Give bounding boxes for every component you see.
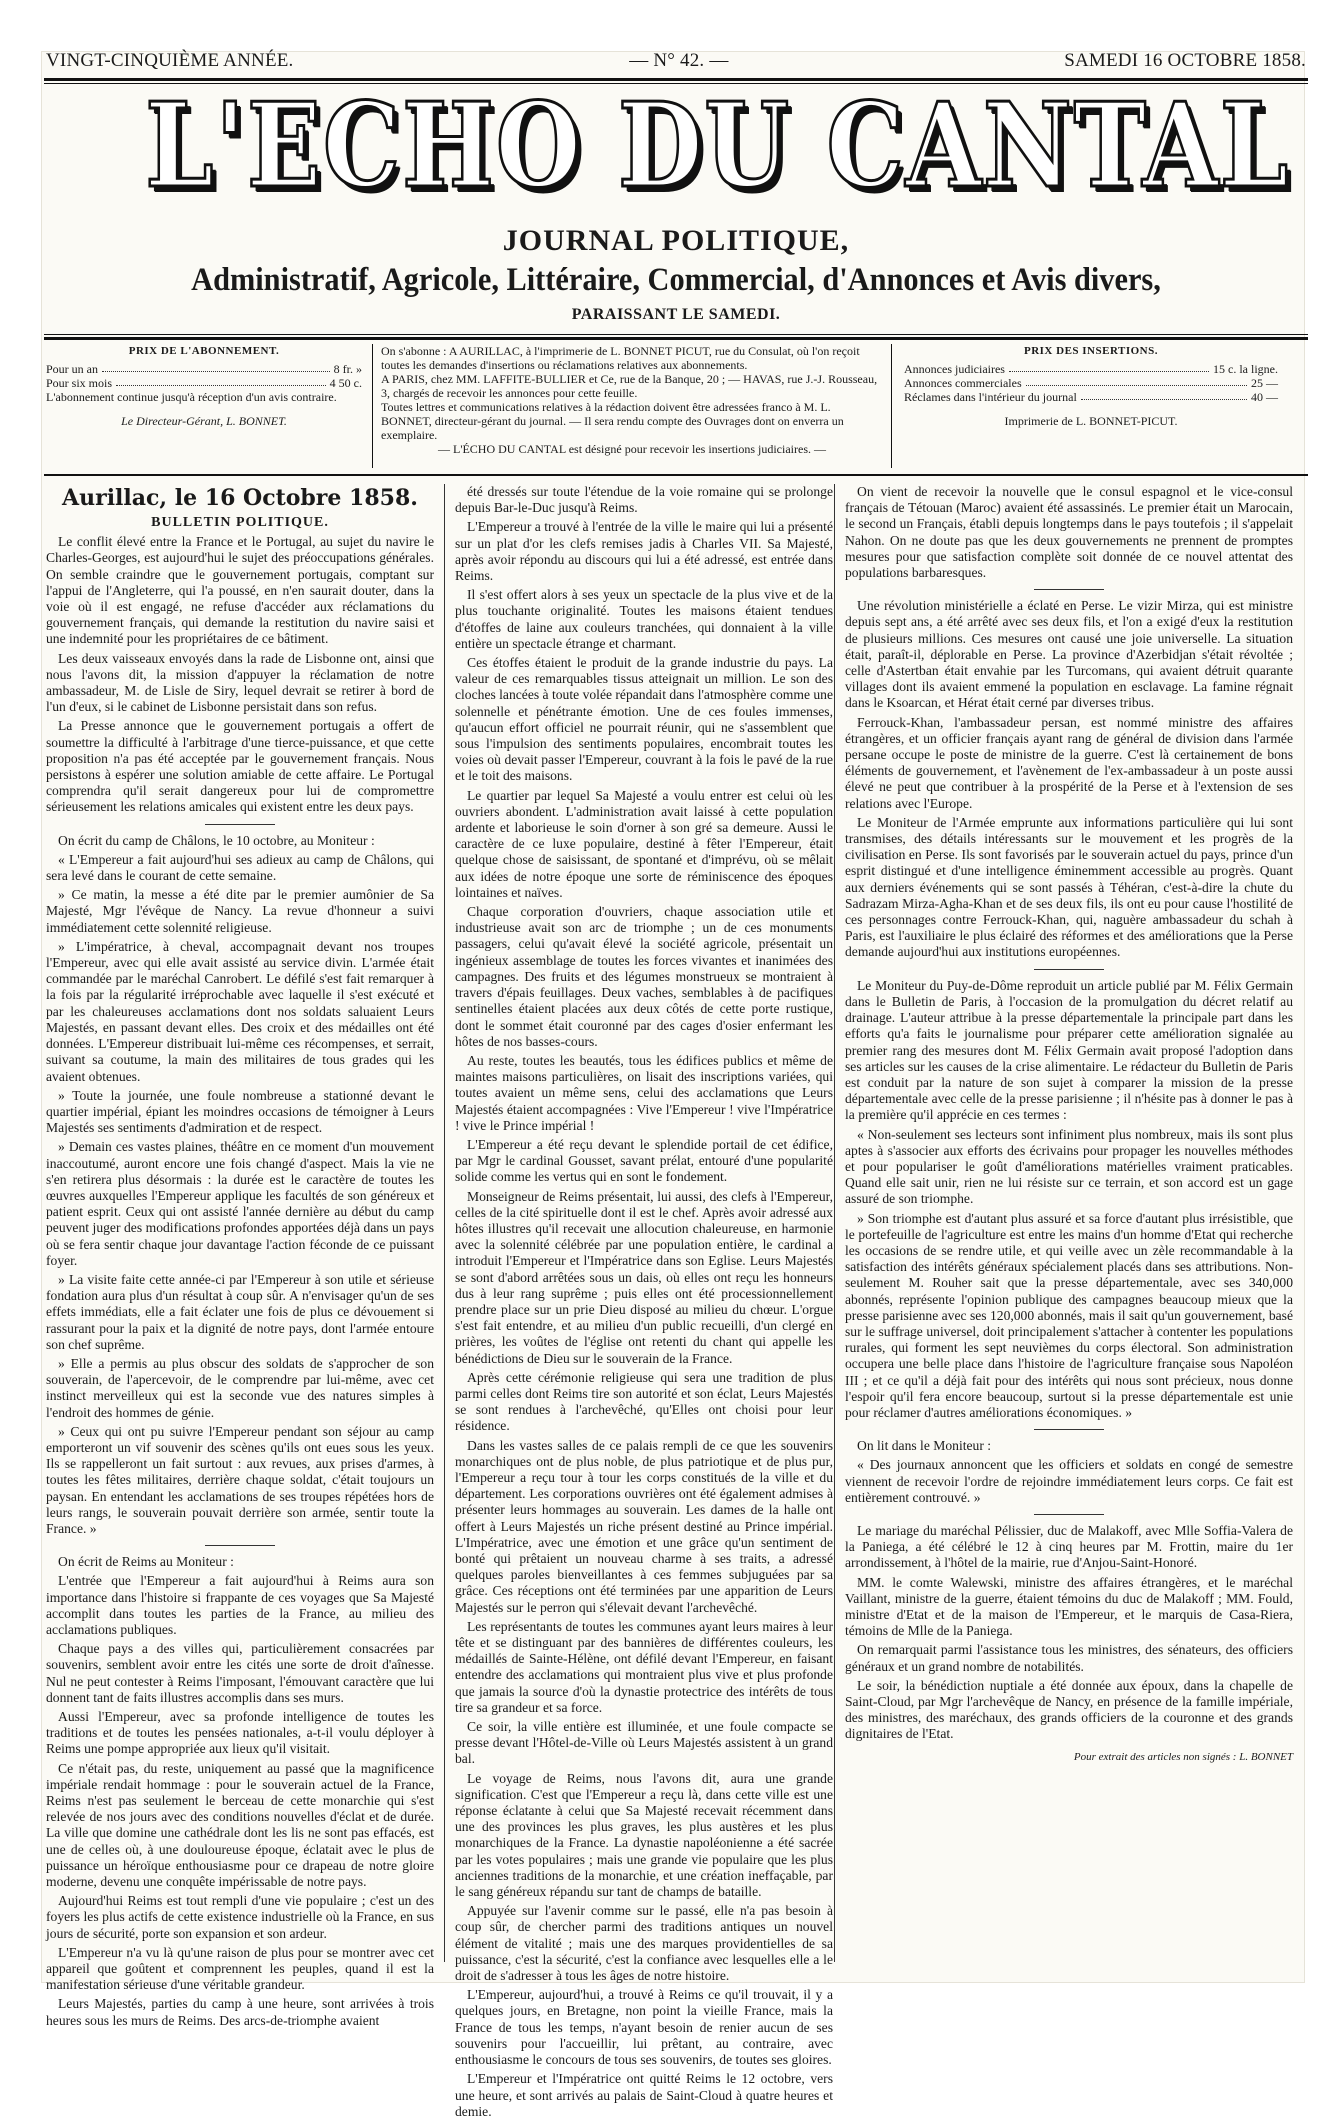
article-paragraph: L'entrée que l'Empereur a fait aujourd'hui à Reims aura son importance dans l'histoire si frappante de ces voyages que Sa Majesté accomplit dans toutes les parties de la France, au milieu des acclamations publiques. <box>46 1573 434 1637</box>
leader-dots <box>1026 376 1247 386</box>
price-value: 40 — <box>1251 390 1278 404</box>
article-separator <box>1034 969 1104 970</box>
address-line: Toutes lettres et communications relatives à la rédaction doivent être adressées franco à M. L. BONNET, directeur-gérant du journal. — Il sera rendu compte des Ouvrages dont on enverra un exemplaire. <box>381 400 844 442</box>
article-paragraph: Aujourd'hui Reims est tout rempli d'une vie populaire ; c'est un des foyers les plus actifs de cette existence industrielle où la France, en sus jours de sécurité, porte son expansion et son ardeur. <box>46 1893 434 1941</box>
leader-dots <box>1081 390 1247 400</box>
article-paragraph: Ferrouck-Khan, l'ambassadeur persan, est nommé ministre des affaires étrangères, et un officier français ayant rang de général de division dans l'armée persane occupe le poste de ministre de la guerre. C'est là certainement de bons éléments de gouvernement, et l'avènement de l'ex-ambassadeur à un poste aussi élevé ne peut que contribuer à la prospérité de la Perse et à l'extension de ses relations avec l'Europe. <box>845 714 1293 811</box>
column-1-body <box>46 534 434 2029</box>
article-paragraph: Le voyage de Reims, nous l'avons dit, aura une grande signification. C'est que l'Empereur a reçu là, dans cette ville est une réponse éclatante à celui que Sa Majesté recevait récemment dans une des provinces les plus graves, les plus austères et les plus monarchiques de la France. La dynastie napoléonienne a été sacrée par les votes populaires ; mais une grande vie populaire que les plus anciennes traditions de la monarchie, et une création ineffaçable, par le sang généreux répandu sur tant de champs de bataille. <box>455 1770 833 1900</box>
article-paragraph: Les deux vaisseaux envoyés dans la rade de Lisbonne ont, ainsi que nous l'avons dit, la mission d'appuyer la réclamation de notre ambassadeur, M. de Lisle de Siry, lequel devrait se retirer à bord de l'un d'eux, si le cabinet de Lisbonne persistait dans son refus. <box>46 650 434 715</box>
article-paragraph: Ces étoffes étaient le produit de la grande industrie du pays. La valeur de ces remarquables tissus atteignait un million. Le son des cloches lancées à toute volée répandait dans l'atmosphère comme une solennelle et pénétrante émotion. Une de ces foules immenses, qu'aucun effort officiel ne pourrait réunir, qui ne s'assemblent que sous l'impulsion des sentiments populaires, encombrait toutes les voies où devait passer l'Empereur, couvrant à la fois le pavé de la rue et le toit des maisons. <box>455 655 834 784</box>
article-paragraph: « L'Empereur a fait aujourd'hui ses adieux au camp de Châlons, qui sera levé dans le courant de cette semaine. <box>46 851 434 884</box>
column-2 <box>444 484 834 2119</box>
article-paragraph: Les représentants de toutes les communes ayant leurs maires à leur tête et se distinguant par des bannières de différentes couleurs, les médaillés de Sainte-Hélène, ont défilé devant l'Empereur, en faisant entendre des acclamations qui montraient plus vive et plus profonde que jamais la source d'où la dynastie protectrice des intérêts de tous tire sa grandeur et sa force. <box>455 1618 833 1715</box>
article-paragraph: MM. le comte Walewski, ministre des affaires étrangères, et le maréchal Vaillant, ministre de la guerre, étaient témoins du duc de Malakoff ; MM. Fould, ministre d'Etat et de la maison de l'Empereur, et le marquis de Casa-Riera, témoins de Mlle de la Paniega. <box>845 1574 1293 1639</box>
price-row <box>904 390 1278 404</box>
article-paragraph: » L'impératrice, à cheval, accompagnait devant nos troupes l'Empereur, avec qui elle avait assisté au service divin. L'armée était commandée par le maréchal Canrobert. Le défilé s'est fait remarquer à la fois par la régularité irréprochable avec laquelle il s'est exécuté et par les chaleureuses acclamations dont nos soldats saluaient Leurs Majestés, en passant devant elles. Des croix et des médailles ont été données. L'Empereur distribuait lui-même ces récompenses, et serrait, suivant sa coutume, la main des militaires de tous grades qui les avaient obtenues. <box>46 938 434 1084</box>
article-paragraph: été dressés sur toute l'étendue de la voie romaine qui se prolonge depuis Bar-le-Duc jusqu'à Reims. <box>455 484 833 516</box>
director-signature: Le Directeur-Gérant, L. BONNET. <box>121 414 287 428</box>
edition-line <box>46 50 1306 72</box>
price-label: Annonces commerciales <box>904 376 1022 390</box>
article-paragraph: » Ceux qui ont pu suivre l'Empereur pendant son séjour au camp emporteront un vif souvenir des scènes qu'ils ont eues sous les yeux. Ils se rappelleront un fait surtout : aux revues, aux prises d'armes, à toutes les fêtes militaires, derrière chaque soldat, c'était toujours un paysan. En entendant les acclamations de ses troupes répétées hors de leurs rangs, le souverain pouvait derrière son armée, sentir toute la France. » <box>46 1423 434 1536</box>
insertions-heading: PRIX DES INSERTIONS. <box>1023 345 1158 357</box>
issue-number: — N° 42. — <box>629 50 729 71</box>
article-paragraph: L'Empereur, aujourd'hui, a trouvé à Reims ce qu'il trouvait, il y a quelques jours, en Bretagne, non point la vieille France, mais la France de tous les temps, n'ayant besoin de renier aucun de ses souvenirs pour l'accueillir, lui prêtant, au contraire, avec enthousiasme le concours de tous ses souvenirs, de toutes ses gloires. <box>455 1987 833 2068</box>
article-paragraph: On écrit du camp de Châlons, le 10 octobre, au Moniteur : <box>58 832 375 848</box>
article-paragraph: Le Moniteur du Puy-de-Dôme reproduit un article publié par M. Félix Germain dans le Bulletin de Paris, à l'occasion de la promulgation du décret relatif au drainage. L'auteur attribue à la presse départementale la principale part dans les efforts qu'a faits le journalisme pour préparer cette amélioration signalée au premier rang des mesures dont M. Félix Germain avait proposé l'adoption dans ses articles sur les causes de la crise alimentaire. Le rédacteur du Bulletin de Paris est conduit par la nature de son sujet à comparer la mission de la presse départementale avec celle de la presse parisienne ; il n'hésite pas à donner le pas à la première qu'il apprécie en ces termes : <box>845 977 1293 1123</box>
price-row <box>904 362 1278 376</box>
price-row <box>904 376 1278 390</box>
divider <box>44 337 1308 340</box>
leader-dots <box>116 376 326 386</box>
article-paragraph: La Presse annonce que le gouvernement portugais a offert de soumettre la difficulté à l'arbitrage d'une tierce-puissance, et que cette proposition n'a pas été acceptée par le gouvernement français. Nous persistons à espérer une solution amiable de cette affaire. Le Portugal comprendra qu'il serait dangereux pour lui de compromettre sérieusement les relations amicales qui existent entre les deux pays. <box>46 718 434 815</box>
price-value: 25 — <box>1251 376 1278 390</box>
article-paragraph: » Demain ces vastes plaines, théâtre en ce moment d'un mouvement inaccoutumé, auront encore une fois changé d'aspect. Mais la vie ne s'en retirera plus désormais : la durée est le caractère de toutes les œuvres auxquelles l'Empereur applique les facultés de son généreux et patient esprit. Ceux qui ont assisté l'année dernière au début du camp peuvent juger des modifications profondes apportées déjà dans un pays où se fera sentir chaque jour davantage l'action féconde de ce puissant foyer. <box>46 1139 434 1268</box>
article-paragraph: Leurs Majestés, parties du camp à une heure, sont arrivées à trois heures sous les murs de Reims. Des arcs-de-triomphe avaient <box>46 1996 434 2028</box>
year-label: VINGT-CINQUIÈME ANNÉE. <box>46 50 294 71</box>
articles-signature: Pour extrait des articles non signés : L. BONNET <box>1073 1750 1293 1763</box>
address-line: — L'ÉCHO DU CANTAL est désigné pour recevoir les insertions judiciaires. — <box>437 442 826 456</box>
article-paragraph: Le conflit élevé entre la France et le Portugal, au sujet du navire le Charles-Georges, est aujourd'hui le sujet des préoccupations générales. On semble craindre que le gouvernement portugais, comptant sur l'appui de l'Angleterre, qui l'a poussé, en n'en saurait douter, dans la voie où il est engagé, ne refuse d'accéder aux réclamations du gouvernement français, qui demande la restitution du navire saisi et une indemnité pour les propriétaires de ce bâtiment. <box>46 534 434 647</box>
article-paragraph: On écrit de Reims au Moniteur : <box>58 1554 234 1570</box>
article-paragraph: Chaque pays a des villes qui, particulièrement consacrées par souvenirs, semblent avoir entre les cités une sorte de droit d'aînesse. Nul ne peut contester à Reims l'imposant, l'émouvant caractère que lui donnent tant de faits illustres accomplis dans ses murs. <box>46 1641 434 1705</box>
article-paragraph: Une révolution ministérielle a éclaté en Perse. Le vizir Mirza, qui est ministre depuis sept ans, a été arrêté avec ses deux fils, et l'on a exigé d'eux la restitution de plusieurs millions. Ces mesures ont causé une joie universelle. La situation était, paraît-il, déplorable en Perse. La province d'Azerbidjan s'était révoltée ; celle d'Astertban était envahie par les Turcomans, qui avaient détruit quarante villages dont ils avaient emmené la population en esclavage. La famine régnait dans le Ksoarcan, et Hérat était cerné par diverses tribus. <box>845 598 1293 711</box>
article-paragraph: On remarquait parmi l'assistance tous les ministres, des sénateurs, des officiers généraux et un grand nombre de notabilités. <box>845 1642 1293 1674</box>
price-label: Pour six mois <box>46 376 113 390</box>
article-paragraph: L'Empereur et l'Impératrice ont quitté Reims le 12 octobre, vers une heure, et sont arrivés au palais de Saint-Cloud à quatre heures et demie. <box>455 2071 833 2119</box>
leader-dots <box>102 362 330 372</box>
article-paragraph: Au reste, toutes les beautés, tous les édifices publics et même de maintes maisons particulières, on lisait des inscriptions variées, qui toutes avaient un même sens, celui des acclamations que Leurs Majestés étaient accompagnées : Vive l'Empereur ! vive l'Impératrice ! vive le Prince impérial ! <box>455 1052 833 1133</box>
masthead-title: L'ECHO DU CANTAL <box>145 78 1290 214</box>
column-3 <box>834 484 1293 1962</box>
masthead-frequency: PARAISSANT LE SAMEDI. <box>571 306 781 323</box>
article-paragraph: L'Empereur a trouvé à l'entrée de la ville le maire qui lui a présenté sur un plat d'or les clefs remises jadis à Charles VII. Sa Majesté, après avoir répondu au discours qui lui a été adressé, est entrée dans Reims. <box>455 519 833 584</box>
article-paragraph: L'Empereur a été reçu devant le splendide portail de cet édifice, par Mgr le cardinal Gousset, savant prélat, entouré d'une popularité solide comme les vertus qui en sont le fondement. <box>455 1136 833 1185</box>
article-paragraph: » Toute la journée, une foule nombreuse a stationné devant le quartier impérial, épiant les moindres occasions de témoigner à Leurs Majestés ses sentiments d'admiration et de respect. <box>46 1087 434 1136</box>
article-separator <box>1034 589 1104 590</box>
column-2-body <box>455 484 833 2120</box>
article-paragraph: » Son triomphe est d'autant plus assuré et sa force d'autant plus irrésistible, que le portefeuille de l'agriculture est entre les mains d'un homme d'Etat qui recherche les occasions de se rendre utile, et qui veille avec un zèle recommandable à la satisfaction des intérêts généraux spécialement placés dans ses attributions. Non-seulement M. Rouher sait que la presse départementale, avec ses 340,000 abonnés, représente l'opinion publique des campagnes beaucoup mieux que la presse parisienne avec ses 120,000 abonnés, mais il sait qu'un gouvernement, basé sur le suffrage universel, doit principalement s'attacher à contenter les populations rurales, qui forment les sept neuvièmes du corps électoral. Son administration occupera une belle place dans l'histoire de l'agriculture française sous Napoléon III ; et ce qu'il a déjà fait pour des intérêts qui nous sont précieux, nous donne l'espoir qu'il fera encore beaucoup, surtout si la presse départementale est unie pour réclamer d'autres améliorations économiques. » <box>845 1210 1293 1420</box>
divider <box>44 334 1308 335</box>
article-paragraph: Ce soir, la ville entière est illuminée, et une foule compacte se presse devant l'Hôtel-de-Ville où Leurs Majestés assistent à un grand bal. <box>455 1719 833 1767</box>
article-paragraph: « Non-seulement ses lecteurs sont infiniment plus nombreux, mais ils sont plus aptes à s'associer aux efforts des écrivains pour propager les nouvelles méthodes et pour populariser le goût d'améliorations matérielles vraiment praticables. Quand elle sait unir, rien ne lui résiste sur ce terrain, et son accord est un gage assuré de son triomphe. <box>845 1126 1293 1207</box>
article-paragraph: Le quartier par lequel Sa Majesté a voulu entrer est celui où les ouvriers abondent. L'administration avait laissé à cette population ardente et laborieuse le soin d'orner à son gré sa demeure. Aussi le caractère de ce luxe populaire, destiné à fêter l'Empereur, était quelque chose de saisissant, de spontané et d'imprévu, où se mêlait aux idées de notre époque une sorte de réminiscence des époques lointaines et naïves. <box>455 787 833 900</box>
article-paragraph: Ce n'était pas, du reste, uniquement au passé que la magnificence impériale rendait hommage : pour le souverain actuel de la France, Reims n'est pas seulement le berceau de cette monarchie qui s'est relevée de nos jours avec des conditions nouvelles d'éclat et de durée. La ville que domine une cathédrale dont les lis ne sont pas effacés, est une de celles où, à une douloureuse époque, éclatait avec le plus de puissance un héroïque enthousiasme pour ce drapeau de notre gloire moderne, devenu une conquête impérissable de notre pays. <box>46 1760 434 1890</box>
subscription-note: L'abonnement continue jusqu'à réception d'un avis contraire. <box>46 390 337 404</box>
price-row <box>46 362 362 376</box>
article-paragraph: On vient de recevoir la nouvelle que le consul espagnol et le vice-consul français de Tétouan (Maroc) avaient été assassinés. Le premier était un Marocain, le second un Français, établi depuis longtemps dans le pays toutefois ; il s'appelait Nahon. On ne doute pas que les deux gouvernements ne prennent de promptes mesures pour que satisfaction complète soit donnée de ce nouvel attentat des populations barbaresques. <box>845 484 1293 581</box>
article-paragraph: » Ce matin, la messe a été dite par le premier aumônier de Sa Majesté, Mgr l'évêque de Nancy. La revue d'honneur a suivi immédiatement cette solennité religieuse. <box>46 887 434 935</box>
article-separator <box>205 1545 275 1546</box>
article-paragraph: Le soir, la bénédiction nuptiale a été donnée aux époux, dans la chapelle de Saint-Cloud, par Mgr l'archevêque de Nancy, en présence de la famille impériale, des ministres, des maréchaux, des grands officiers de la couronne et des grands dignitaires de l'Etat. <box>845 1677 1293 1742</box>
insertions-box <box>904 344 1278 468</box>
price-value: 15 c. la ligne. <box>1213 362 1278 376</box>
price-label: Réclames dans l'intérieur du journal <box>904 390 1077 404</box>
address-box <box>372 344 892 468</box>
article-paragraph: Appuyée sur l'avenir comme sur le passé, elle n'a pas besoin à coup sûr, de chercher parmi des traditions antiques un nouvel élément de vitalité ; mais une des marques providentielles de sa puissance, c'est la sécurité, c'est la confiance avec lesquelles elle a le droit de s'adresser à tous les âges de notre histoire. <box>455 1903 833 1984</box>
article-paragraph: » La visite faite cette année-ci par l'Empereur à son utile et sérieuse fondation aura plus d'un résultat à coup sûr. A n'envisager qu'un de ses effets immédiats, elle a fait éclater une fois de plus ce dévouement si rassurant pour la paix et la dignité de notre pays, dont l'armée entoure son chef suprême. <box>46 1271 434 1352</box>
article-paragraph: Dans les vastes salles de ce palais rempli de ce que les souvenirs monarchiques ont de plus noble, de plus patriotique et de plus pur, l'Empereur a reçu tour à tour les corps constitués de la ville et du département. Les corporations ouvrières ont été également admises à présenter leurs hommages au souverain. Les dames de la halle ont offert à Leurs Majestés un riche présent destiné au Prince impérial. L'Impératrice, avec une émotion et une grâce qu'un sentiment de bonté qui prêtaient un nouveau charme à ses traits, a adressé quelques paroles bienveillantes à ces femmes subjuguées par sa grâce. Ces réceptions ont été terminées par une apparition de Leurs Majestés sur le perron qui s'élevait devant l'archevêché. <box>455 1437 833 1615</box>
price-label: Annonces judiciaires <box>904 362 1005 376</box>
price-row <box>46 376 362 390</box>
article-paragraph: Aussi l'Empereur, avec sa profonde intelligence de toutes les traditions et de toutes les pensées nationales, a-t-il voulu déployer à Reims une pompe appropriée aux lieux qu'il visitait. <box>46 1709 434 1757</box>
leader-dots <box>1009 362 1209 372</box>
price-label: Pour un an <box>46 362 98 376</box>
printer-label: Imprimerie de L. BONNET-PICUT. <box>1004 414 1178 428</box>
article-separator <box>1034 1429 1104 1430</box>
article-paragraph: Chaque corporation d'ouvriers, chaque association utile et industrieuse avait son arc de triomphe ; un de ces monuments passagers, celui qu'avait élevé la société agricole, présentait un ingénieux assemblage de toutes les forces vivantes et inanimées des campagnes. Des fruits et des légumes monstrueux se montraient à travers d'épais feuillages. Deux vaches, semblables à de pacifiques sentinelles étaient placées aux deux côtés de cette porte rustique, dont le sommet était couronné par des cages d'osier enfermant les hôtes de nos basses-cours. <box>455 904 833 1049</box>
address-line: A PARIS, chez MM. LAFFITE-BULLIER et Ce, rue de la Banque, 20 ; — HAVAS, rue J.-J. Rousseau, 3, chargés de recevoir les annonces pour cette feuille. <box>381 372 878 400</box>
article-paragraph: Monseigneur de Reims présentait, lui aussi, des clefs à l'Empereur, celles de la cité spirituelle dont il est le chef. Après avoir adressé aux hôtes illustres qu'il recevait une allocution chaleureuse, en harmonie avec la solennité célébrée par une population entière, le cardinal a introduit l'Empereur et l'Impératrice dans son Eglise. Leurs Majestés se sont d'abord arrêtées sous un dais, où elles ont reçu les honneurs dus à leur rang suprême ; puis elles ont été processionnellement prendre place sur un prie Dieu disposé au milieu du chœur. L'orgue s'est fait entendre, et au milieu d'un public recueilli, d'un clergé en prières, les voûtes de l'église ont retenti du chant qui appelle les bénédictions de Dieu sur le souverain de la France. <box>455 1188 833 1366</box>
article-paragraph: « Des journaux annoncent que les officiers et soldats en congé de semestre viennent de recevoir l'ordre de rejoindre immédiatement leurs corps. Ce fait est entièrement controuvé. » <box>845 1457 1293 1505</box>
address-line: On s'abonne : A AURILLAC, à l'imprimerie de L. BONNET PICUT, rue du Consulat, où l'on reçoit toutes les demandes d'insertions ou réclamations relatives aux abonnements. <box>381 344 860 372</box>
price-value: 4 50 c. <box>329 376 362 390</box>
column-3-body <box>845 484 1293 1743</box>
article-paragraph: Il s'est offert alors à ses yeux un spectacle de la plus vive et de la plus touchante originalité. Toutes les maisons étaient tendues d'étoffes de laine aux couleurs tranchées, qui donnaient à la ville entière un spectacle étrange et charmant. <box>455 587 833 651</box>
article-paragraph: Après cette cérémonie religieuse qui sera une tradition de plus parmi celles dont Reims tire son autorité et son éclat, Leurs Majestés se sont rendues à l'archevêché, qu'Elles ont choisi pour leur résidence. <box>455 1369 833 1434</box>
article-paragraph: On lit dans le Moniteur : <box>857 1438 992 1454</box>
article-separator <box>205 824 275 825</box>
article-paragraph: » Elle a permis au plus obscur des soldats de s'approcher de son souverain, de l'apercevoir, de le comprendre par lui-même, avec cet instinct merveilleux qui est la seconde vue des natures simples à l'endroit des hommes de génie. <box>46 1355 434 1420</box>
article-separator <box>1034 1514 1104 1515</box>
masthead-subtitle: JOURNAL POLITIQUE, <box>502 224 850 257</box>
column-1 <box>46 484 434 2028</box>
subscription-box <box>46 344 362 468</box>
divider <box>44 474 1308 476</box>
article-paragraph: Le mariage du maréchal Pélissier, duc de Malakoff, avec Mlle Soffia-Valera de la Paniega, a été célébré le 12 à cinq heures par M. Frottin, maire du 1er arrondissement, à l'hôtel de la mairie, rue d'Anjou-Saint-Honoré. <box>845 1522 1293 1571</box>
price-value: 8 fr. » <box>333 362 362 376</box>
issue-date: SAMEDI 16 OCTOBRE 1858. <box>1064 50 1306 71</box>
article-paragraph: Le Moniteur de l'Armée emprunte aux informations particulière qui lui sont transmises, des détails intéressants sur le mouvement et les progrès de la civilisation en Perse. Ils sont favorisés par le souverain actuel du pays, prince d'un esprit distingué et d'une intelligence éminemment accessible au progrès. Quant aux derniers événements qui se sont passés à Téhéran, c'est-à-dire la chute du Sadrazam Mirza-Agha-Khan et de ses deux fils, ils ont eu pour cause l'hostilité de ces personnages contre Ferrouck-Khan, qui, naguère ambassadeur du schah à Paris, est l'auxiliaire le plus éclairé des réformes et des améliorations que la Perse demande aujourd'hui aux institutions européennes. <box>845 814 1293 960</box>
article-paragraph: L'Empereur n'a vu là qu'une raison de plus pour se montrer avec cet appareil que goûtent et comprennent les peuples, quand il est la manifestation sérieuse d'une véritable grandeur. <box>46 1944 434 1993</box>
subscription-heading: PRIX DE L'ABONNEMENT. <box>128 345 280 357</box>
bulletin-heading: BULLETIN POLITIQUE. <box>151 515 329 530</box>
dateline: Aurillac, le 16 Octobre 1858. <box>62 485 418 511</box>
masthead-subtitle-2: Administratif, Agricole, Littéraire, Commercial, d'Annonces et Avis divers, <box>191 262 1161 298</box>
